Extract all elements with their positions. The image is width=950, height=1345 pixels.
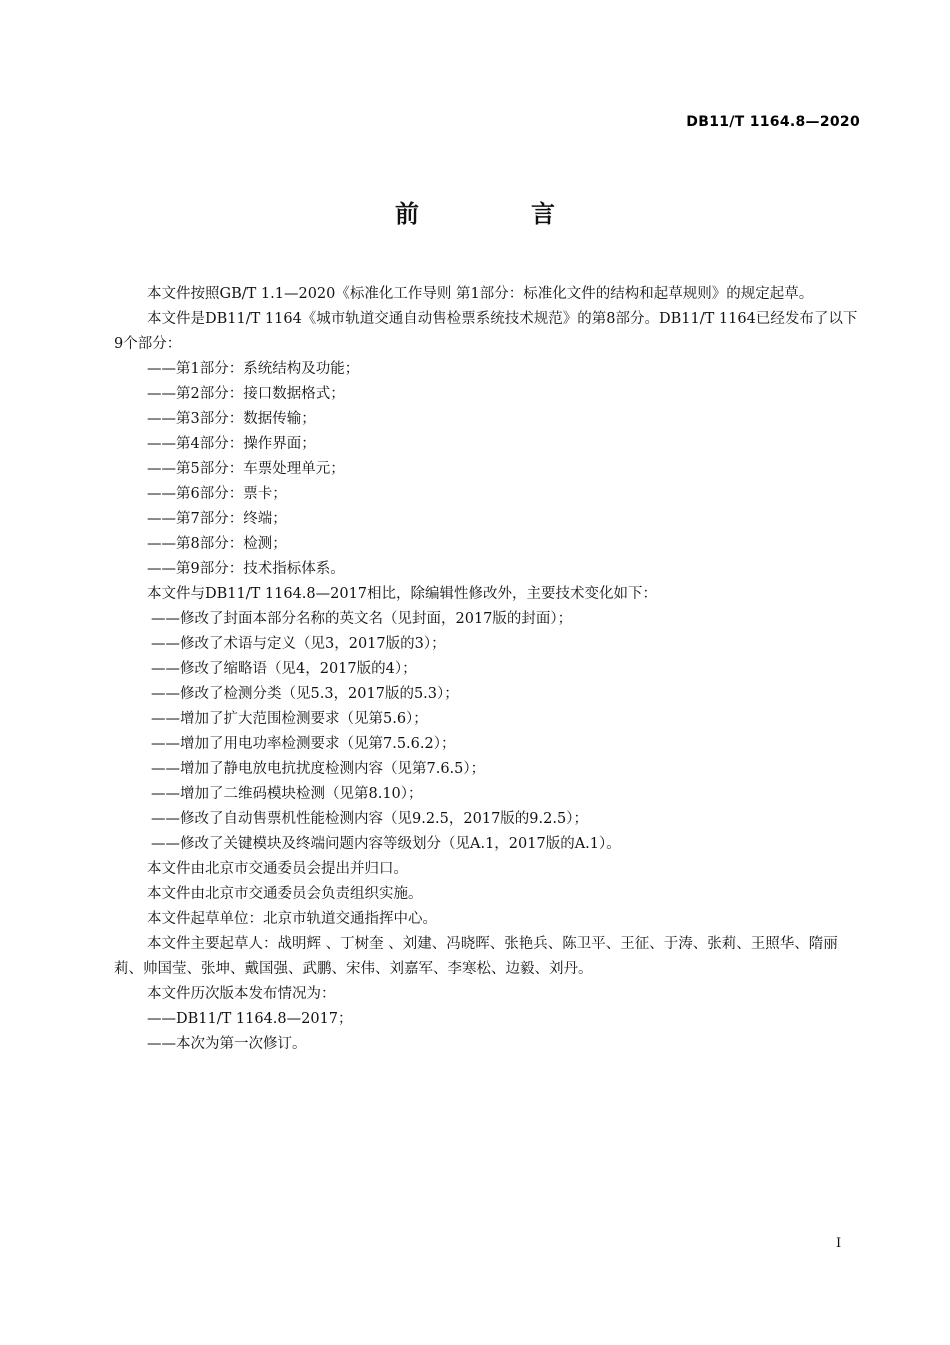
list-item-part: ——第2部分：接口数据格式； [147, 386, 345, 402]
paragraph-drafting-rules: 本文件按照GB/T 1.1—2020《标准化工作导则 第1部分：标准化文件的结构和起草规则》的规定起草。 [147, 286, 814, 302]
paragraph-drafters: 本文件主要起草人：战明辉 、丁树奎 、刘建、冯晓晖、张艳兵、陈卫平、王征、于涛、张莉、王照华、隋丽莉、帅国莹、张坤、戴国强、武鹏、宋伟、刘嘉军、李寒松、边毅、刘丹。 [114, 936, 838, 977]
list-item-change: ——增加了扩大范围检测要求（见第5.6）； [151, 711, 428, 727]
document-body [114, 282, 861, 1057]
list-item-part: ——第7部分：终端； [147, 511, 287, 527]
paragraph-implementer: 本文件由北京市交通委员会负责组织实施。 [147, 886, 423, 902]
paragraph-proposer: 本文件由北京市交通委员会提出并归口。 [147, 861, 408, 877]
page-title: 前 言 [395, 200, 599, 228]
list-item-history: ——DB11/T 1164.8—2017； [147, 1011, 353, 1027]
list-item-change: ——修改了缩略语（见4，2017版的4）； [151, 661, 417, 677]
list-item-part: ——第4部分：操作界面； [147, 436, 316, 452]
list-item-change: ——修改了术语与定义（见3，2017版的3）； [151, 636, 446, 652]
paragraph-history-intro: 本文件历次版本发布情况为： [147, 986, 336, 1002]
paragraph-drafting-unit: 本文件起草单位：北京市轨道交通指挥中心。 [147, 911, 437, 927]
list-item-change: ——增加了用电功率检测要求（见第7.5.6.2）； [151, 736, 456, 752]
paragraph-series-intro: 本文件是DB11/T 1164《城市轨道交通自动售检票系统技术规范》的第8部分。DB11/T 1164已经发布了以下9个部分： [114, 311, 858, 352]
list-item-part: ——第8部分：检测； [147, 536, 287, 552]
page-number: I [836, 1236, 842, 1251]
paragraph-changes-intro: 本文件与DB11/T 1164.8—2017相比，除编辑性修改外，主要技术变化如下： [147, 586, 658, 602]
list-item-part: ——第3部分：数据传输； [147, 411, 316, 427]
list-item-part: ——第5部分：车票处理单元； [147, 461, 345, 477]
list-item-change: ——增加了二维码模块检测（见第8.10）； [151, 786, 423, 802]
list-item-change: ——修改了关键模块及终端问题内容等级划分（见A.1，2017版的A.1）。 [151, 836, 621, 852]
list-item-part: ——第6部分：票卡； [147, 486, 287, 502]
list-item-part: ——第9部分：技术指标体系。 [147, 561, 345, 577]
list-item-change: ——修改了检测分类（见5.3，2017版的5.3）； [151, 686, 459, 702]
list-item-change: ——修改了自动售票机性能检测内容（见9.2.5，2017版的9.2.5）； [151, 811, 588, 827]
list-item-part: ——第1部分：系统结构及功能； [147, 361, 360, 377]
list-item-change: ——增加了静电放电抗扰度检测内容（见第7.6.5）； [151, 761, 486, 777]
list-item-change: ——修改了封面本部分名称的英文名（见封面，2017版的封面）； [151, 611, 573, 627]
list-item-history: ——本次为第一次修订。 [147, 1036, 307, 1052]
document-code: DB11/T 1164.8—2020 [686, 114, 860, 130]
